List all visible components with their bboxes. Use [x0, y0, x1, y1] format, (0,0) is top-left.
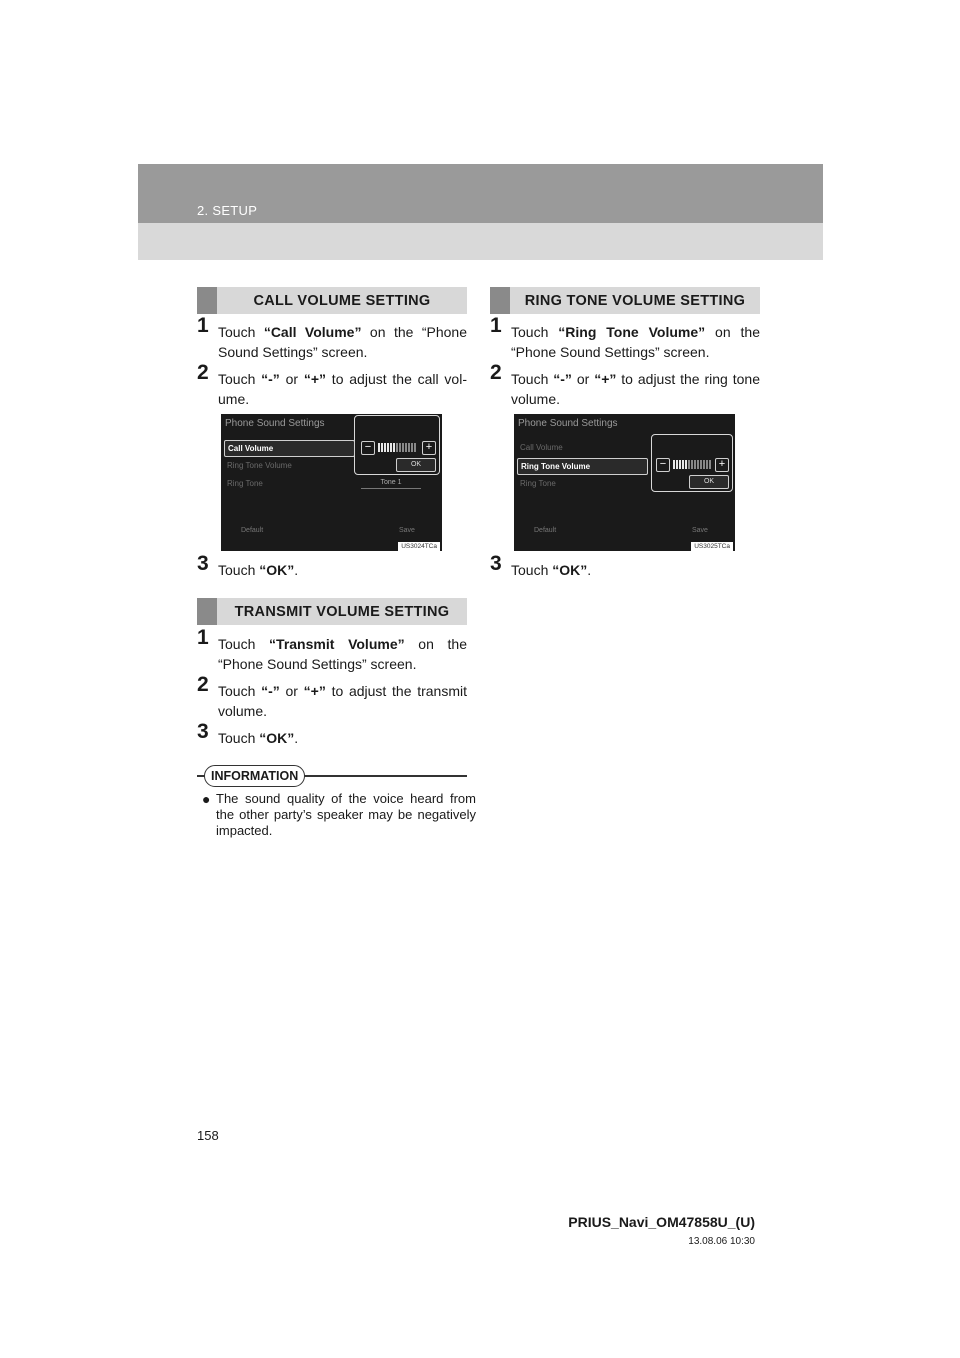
minus-button[interactable]: −: [656, 458, 670, 472]
volume-bar: [387, 443, 389, 452]
default-button[interactable]: Default: [534, 527, 557, 534]
step-text-pre: Touch: [218, 730, 260, 746]
ring-tone-volume-heading: [490, 287, 760, 314]
volume-bar: [402, 443, 404, 452]
step-text-post: on the “Phone Sound Settings” screen.: [218, 636, 467, 672]
step-number: 2: [197, 361, 209, 384]
ring-tone-volume-step-1: [490, 314, 760, 362]
heading-marker: [197, 287, 217, 314]
bullet-icon: ●: [202, 791, 211, 807]
volume-bar: [378, 443, 380, 452]
image-code: US3024TCa: [398, 542, 440, 551]
transmit-volume-title: TRANSMIT VOLUME SETTING: [234, 603, 450, 620]
step-text-post: to adjust the ring tone volume.: [511, 371, 760, 407]
step-text-mid: or: [279, 683, 304, 699]
transmit-volume-step-3: [197, 720, 467, 748]
step-number: 3: [490, 552, 502, 575]
volume-bar: [381, 443, 383, 452]
step-number: 1: [197, 626, 209, 649]
step-text-post: to adjust the call vol-ume.: [218, 371, 467, 407]
ring-tone-volume-screenshot: [514, 414, 735, 551]
screen-footer: [514, 523, 735, 541]
volume-bar: [685, 460, 687, 469]
volume-bar: [411, 443, 413, 452]
step-text-bold: “Transmit Volume”: [269, 636, 405, 652]
save-button[interactable]: Save: [399, 527, 415, 534]
step-text-pre: Touch: [218, 636, 270, 652]
step-text-pre: Touch: [218, 683, 262, 699]
volume-bar: [709, 460, 711, 469]
volume-bar: [405, 443, 407, 452]
information-text: The sound quality of the voice heard from the other party’s speaker may be negatively impacted.: [216, 791, 476, 838]
step-number: 2: [197, 673, 209, 696]
step-text-post: .: [587, 562, 592, 578]
step-text-bold: “-”: [261, 683, 280, 699]
transmit-volume-heading: [197, 598, 467, 625]
ok-button[interactable]: OK: [689, 475, 729, 489]
image-code: US3025TCa: [691, 542, 733, 551]
section-header: 2. SETUP: [197, 203, 258, 218]
step-text-pre: Touch: [511, 371, 554, 387]
step-text-bold2: “+”: [303, 683, 326, 699]
step-text-mid: or: [279, 371, 304, 387]
row-call-volume[interactable]: Call Volume: [520, 443, 563, 452]
step-text-bold: “OK”: [259, 562, 295, 578]
volume-level-bars: [378, 443, 416, 452]
volume-bar: [688, 460, 690, 469]
volume-bar: [673, 460, 675, 469]
volume-bar: [691, 460, 693, 469]
step-number: 1: [490, 314, 502, 337]
volume-bar: [679, 460, 681, 469]
step-text-pre: Touch: [511, 324, 559, 340]
volume-bar: [408, 443, 410, 452]
call-volume-step-3: [197, 552, 467, 580]
heading-marker: [490, 287, 510, 314]
step-text-post: .: [294, 562, 299, 578]
step-text-bold: “-”: [553, 371, 572, 387]
call-volume-step-2: [197, 361, 467, 409]
step-text-bold2: “+”: [594, 371, 617, 387]
volume-bar: [700, 460, 702, 469]
heading-marker: [197, 598, 217, 625]
screen-title: Phone Sound Settings: [518, 418, 618, 429]
ok-button[interactable]: OK: [396, 458, 436, 472]
save-button[interactable]: Save: [692, 527, 708, 534]
call-volume-section: [197, 287, 467, 314]
step-text-bold: “OK”: [552, 562, 588, 578]
document-id: PRIUS_Navi_OM47858U_(U): [568, 1214, 755, 1230]
ring-tone-value: Tone 1: [361, 478, 421, 489]
volume-bar: [682, 460, 684, 469]
step-text-bold: “Call Volume”: [263, 324, 362, 340]
ring-tone-volume-section: [490, 287, 760, 314]
volume-bar: [706, 460, 708, 469]
header-band-bottom: [138, 223, 823, 260]
information-label: INFORMATION: [204, 765, 305, 787]
step-text-bold: “Ring Tone Volume”: [558, 324, 706, 340]
row-call-volume[interactable]: Call Volume: [224, 440, 355, 457]
row-ring-tone[interactable]: Ring Tone: [520, 479, 556, 488]
volume-bar: [393, 443, 395, 452]
plus-button[interactable]: +: [715, 458, 729, 472]
volume-bar: [697, 460, 699, 469]
transmit-volume-section: [197, 598, 467, 625]
call-volume-step-1: [197, 314, 467, 362]
step-number: 2: [490, 361, 502, 384]
step-number: 3: [197, 552, 209, 575]
volume-bar: [399, 443, 401, 452]
step-text-post: to adjust the transmit volume.: [218, 683, 468, 719]
row-ring-tone-volume[interactable]: Ring Tone Volume: [517, 458, 648, 475]
volume-bar: [414, 443, 416, 452]
step-text-post: on the “Phone Sound Settings” screen.: [511, 324, 760, 360]
page-number: 158: [197, 1128, 219, 1143]
call-volume-screenshot: [221, 414, 442, 551]
transmit-volume-step-2: [197, 673, 468, 721]
ring-tone-volume-step-2: [490, 361, 760, 409]
screen-footer: [221, 523, 442, 541]
step-text-bold: “OK”: [259, 730, 295, 746]
ring-tone-volume-step-3: [490, 552, 760, 580]
step-text-pre: Touch: [218, 371, 262, 387]
plus-button[interactable]: +: [422, 441, 436, 455]
row-ring-tone[interactable]: Ring Tone: [227, 479, 263, 488]
step-text-pre: Touch: [218, 324, 264, 340]
call-volume-title: CALL VOLUME SETTING: [253, 292, 431, 309]
volume-bar: [694, 460, 696, 469]
volume-level-bars: [673, 460, 711, 469]
minus-button[interactable]: −: [361, 441, 375, 455]
document-timestamp: 13.08.06 10:30: [688, 1236, 755, 1247]
ring-tone-volume-title: RING TONE VOLUME SETTING: [524, 292, 746, 309]
volume-bar: [384, 443, 386, 452]
step-text-bold2: “+”: [303, 371, 327, 387]
volume-bar: [390, 443, 392, 452]
volume-bar: [396, 443, 398, 452]
step-text-bold: “-”: [261, 371, 280, 387]
step-number: 1: [197, 314, 209, 337]
step-text-post: .: [294, 730, 299, 746]
step-text-post: on the “Phone Sound Settings” screen.: [218, 324, 467, 360]
step-number: 3: [197, 720, 209, 743]
volume-bar: [676, 460, 678, 469]
transmit-volume-step-1: [197, 626, 467, 674]
step-text-pre: Touch: [511, 562, 553, 578]
step-text-pre: Touch: [218, 562, 260, 578]
screen-title: Phone Sound Settings: [225, 418, 325, 429]
default-button[interactable]: Default: [241, 527, 264, 534]
call-volume-heading: [197, 287, 467, 314]
information-body: [202, 791, 476, 839]
volume-bar: [703, 460, 705, 469]
step-text-mid: or: [571, 371, 595, 387]
row-ring-tone-volume[interactable]: Ring Tone Volume: [227, 461, 292, 470]
